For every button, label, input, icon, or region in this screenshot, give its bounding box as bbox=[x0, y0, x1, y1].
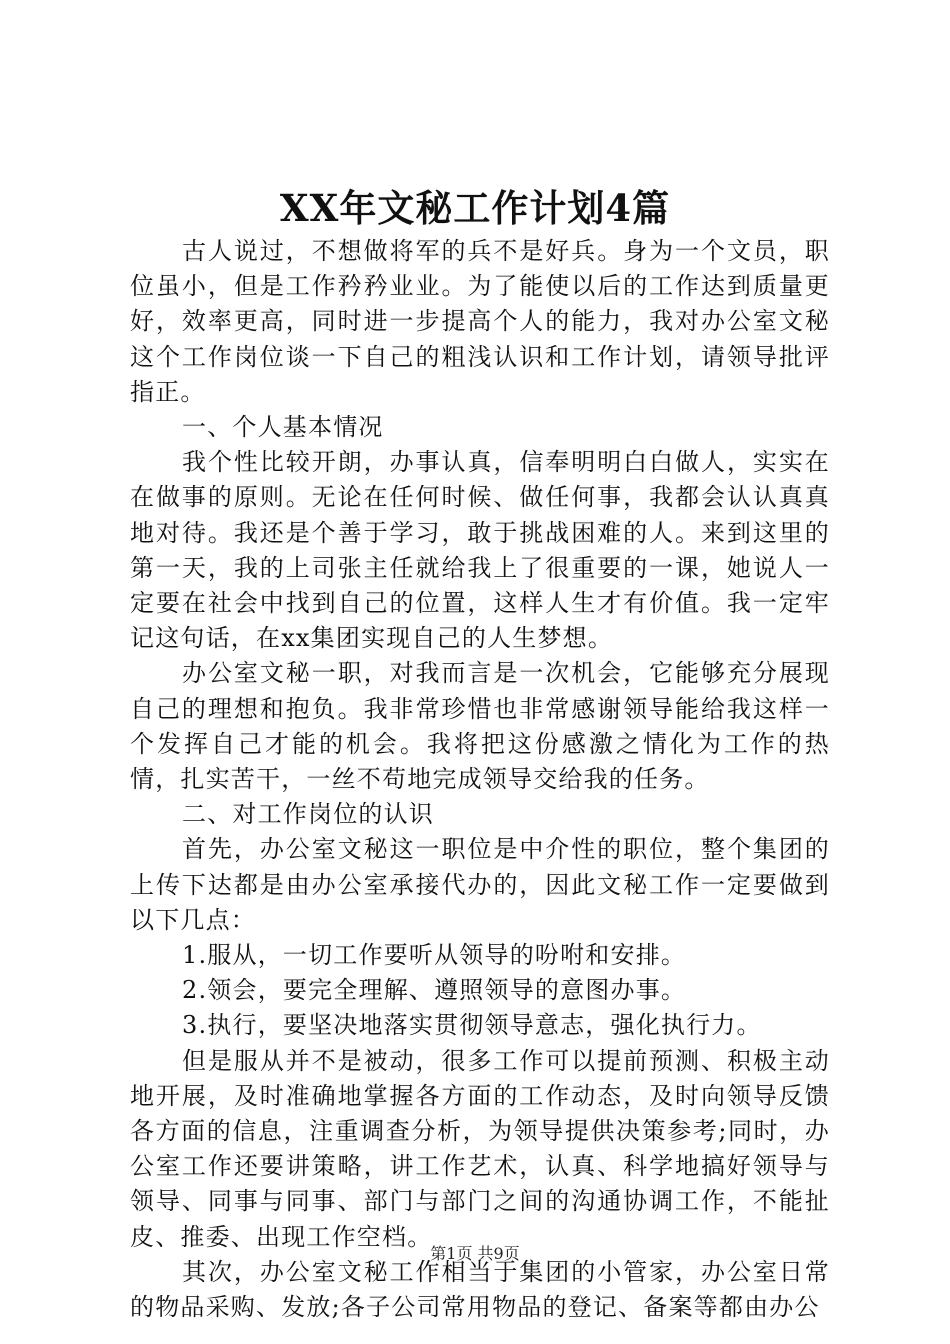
paragraph: 古人说过，不想做将军的兵不是好兵。身为一个文员，职位虽小，但是工作矜矜业业。为了能使以后的工作达到质量更好，效率更高，同时进一步提高个人的能力，我对办公室文秘这个工作岗位谈一下自己的粗浅认识和工作计划，请领导批评指正。 bbox=[130, 237, 830, 406]
paragraph: 我个性比较开朗，办事认真，信奉明明白白做人，实实在在做事的原则。无论在任何时候、做任何事，我都会认认真真地对待。我还是个善于学习，敢于挑战困难的人。来到这里的第一天，我的上司张主任就给我上了很重要的一课，她说人一定要在社会中找到自己的位置，这样人生才有价值。我一定牢记这句话，在xx集团实现自己的人生梦想。 bbox=[130, 448, 830, 653]
list-item: 3.执行，要坚决地落实贯彻领导意志，强化执行力。 bbox=[182, 1011, 762, 1040]
section-heading: 一、个人基本情况 bbox=[182, 413, 384, 442]
paragraph: 办公室文秘一职，对我而言是一次机会，它能够充分展现自己的理想和抱负。我非常珍惜也非常感谢领导能给我这样一个发挥自己才能的机会。我将把这份感激之情化为工作的热情，扎实苦干，一丝不苟地完成领导交给我的任务。 bbox=[130, 659, 830, 794]
paragraph: 但是服从并不是被动，很多工作可以提前预测、积极主动地开展，及时准确地掌握各方面的工作动态，及时向领导反馈各方面的信息，注重调查分析，为领导提供决策参考;同时，办公室工作还要讲策略，讲工作艺术，认真、科学地搞好领导与领导、同事与同事、部门与部门之间的沟通协调工作，不能扯皮、推委、出现工作空档。 bbox=[130, 1046, 830, 1251]
page-number-footer: 第1页 共9页 bbox=[430, 1244, 520, 1263]
list-item: 2.领会，要完全理解、遵照领导的意图办事。 bbox=[182, 976, 687, 1005]
document-body bbox=[130, 234, 830, 1325]
document-title: XX年文秘工作计划4篇 bbox=[279, 186, 671, 230]
paragraph: 首先，办公室文秘这一职位是中介性的职位，整个集团的上传下达都是由办公室承接代办的，因此文秘工作一定要做到以下几点： bbox=[130, 835, 830, 934]
paragraph: 其次，办公室文秘工作相当于集团的小管家，办公室日常的物品采购、发放;各子公司常用物品的登记、备案等都由办公 bbox=[130, 1257, 830, 1322]
list-item: 1.服从，一切工作要听从领导的吩咐和安排。 bbox=[182, 941, 687, 970]
section-heading: 二、对工作岗位的认识 bbox=[182, 800, 434, 829]
